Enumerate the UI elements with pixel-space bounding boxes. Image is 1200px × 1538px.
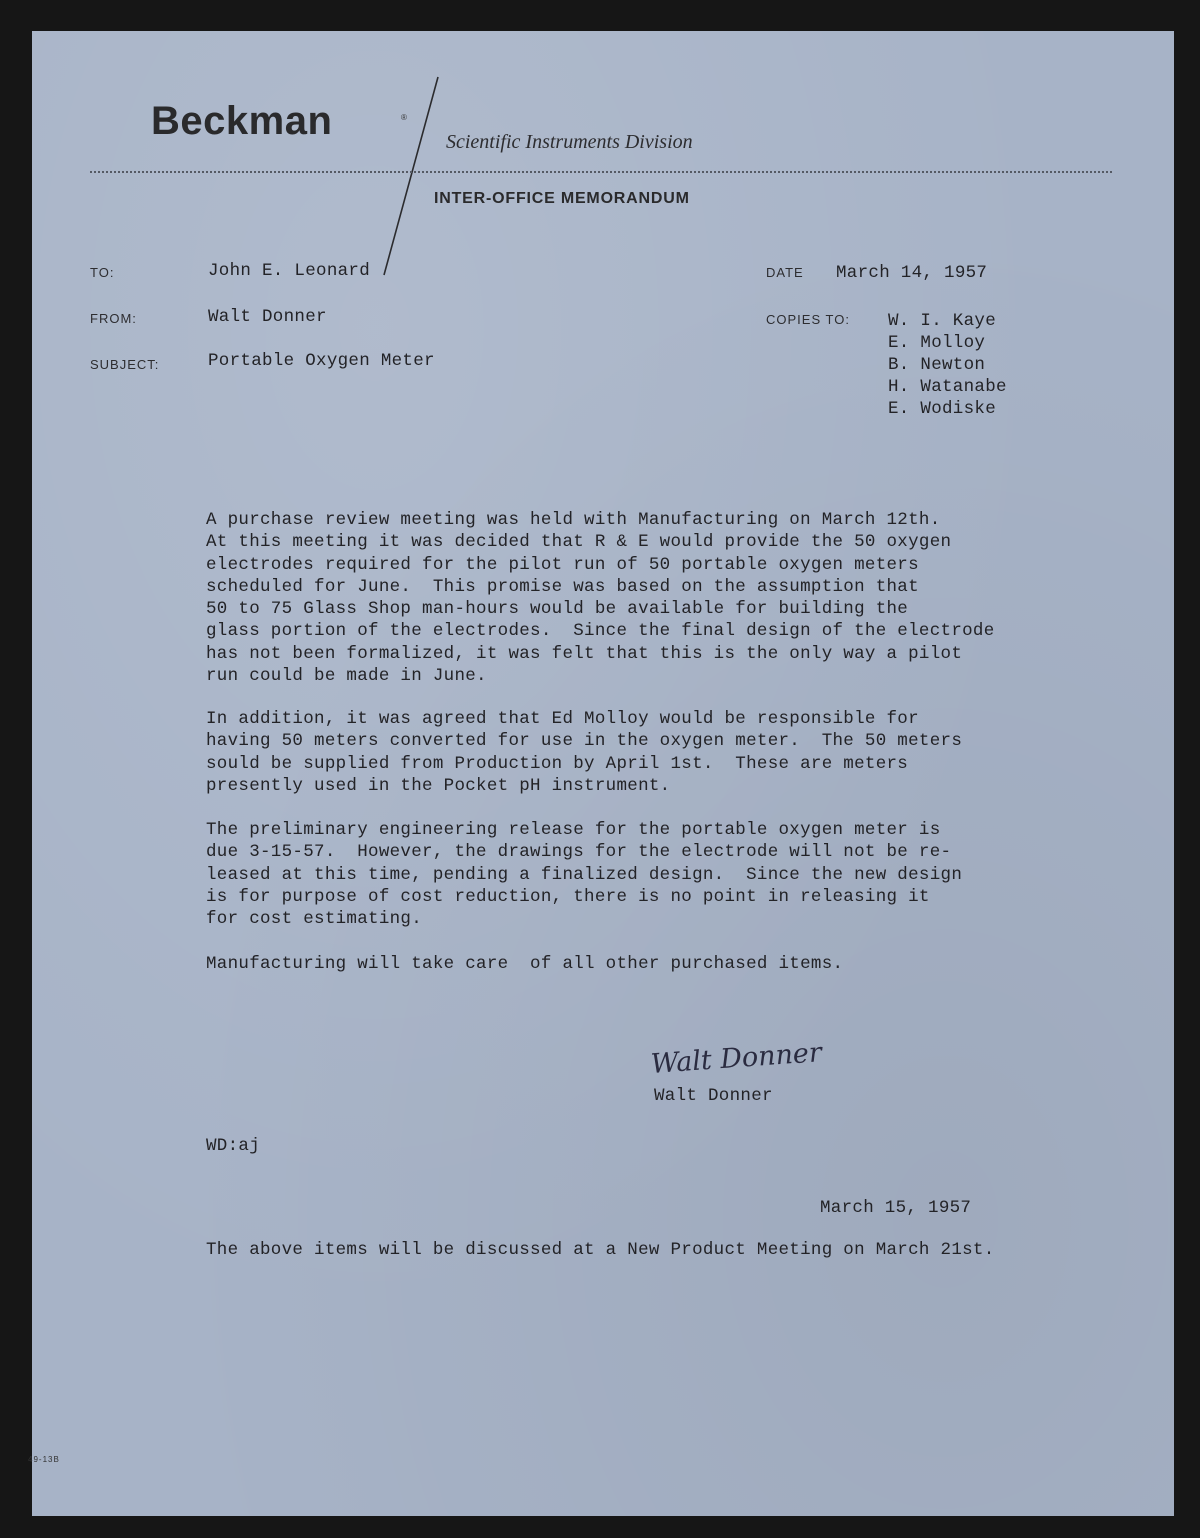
typed-signature-name: Walt Donner (654, 1086, 773, 1106)
addendum-text: The above items will be discussed at a New Product Meeting on March 21st. (206, 1240, 995, 1260)
body-paragraph: A purchase review meeting was held with Manufacturing on March 12th. At this meeting it was decided that R & E would provide the 50 oxygen electrodes required for the pilot run of 50 portable oxygen meters scheduled for June. This promise was based on the assumption that 50 to 75 Glass Shop man-hours would be available for building the glass portion of the electrodes. Since the final design of the electrode has not been formalized, it was felt that this is the only way a pilot run could be made in June. (206, 510, 995, 687)
from-label: FROM: (90, 311, 137, 326)
form-number: 49-13B (28, 1455, 60, 1464)
to-label: TO: (90, 265, 115, 280)
copies-item: H. Watanabe (888, 377, 1007, 397)
addendum-date: March 15, 1957 (820, 1198, 972, 1218)
subject-value: Portable Oxygen Meter (208, 351, 435, 371)
copies-item: E. Wodiske (888, 399, 997, 419)
to-value: John E. Leonard (208, 261, 371, 281)
registered-mark: ® (401, 113, 407, 122)
copies-label: COPIES TO: (766, 312, 850, 327)
body-paragraph: In addition, it was agreed that Ed Molloy would be responsible for having 50 meters converted for use in the oxygen meter. The 50 meters sould be supplied from Production by April 1st. These are meters presently used in the Pocket pH instrument. (206, 709, 963, 796)
subject-label: SUBJECT: (90, 357, 160, 372)
body-paragraph: The preliminary engineering release for the portable oxygen meter is due 3-15-57. However, the drawings for the electrode will not be re- leased at this time, pending a finalized design. Since the new design is for purpose of cost reduction, there is no point in releasing it for cost estimating. (206, 820, 963, 930)
body-paragraph: Manufacturing will take care of all other purchased items. (206, 954, 844, 974)
memo-title: INTER-OFFICE MEMORANDUM (434, 190, 690, 207)
date-label: DATE (766, 265, 804, 280)
letterhead-slash (382, 77, 442, 277)
handwritten-signature: Walt Donner (649, 1037, 823, 1080)
copies-item: E. Molloy (888, 333, 986, 353)
memo-page (28, 31, 1174, 1516)
date-value: March 14, 1957 (836, 263, 988, 283)
division-name: Scientific Instruments Division (446, 131, 693, 153)
typist-initials: WD:aj (206, 1136, 261, 1156)
from-value: Walt Donner (208, 307, 327, 327)
copies-item: B. Newton (888, 355, 986, 375)
letterhead-divider (90, 171, 1112, 173)
company-logo: Beckman (151, 99, 333, 143)
copies-list (888, 310, 1007, 420)
copies-item: W. I. Kaye (888, 311, 997, 331)
